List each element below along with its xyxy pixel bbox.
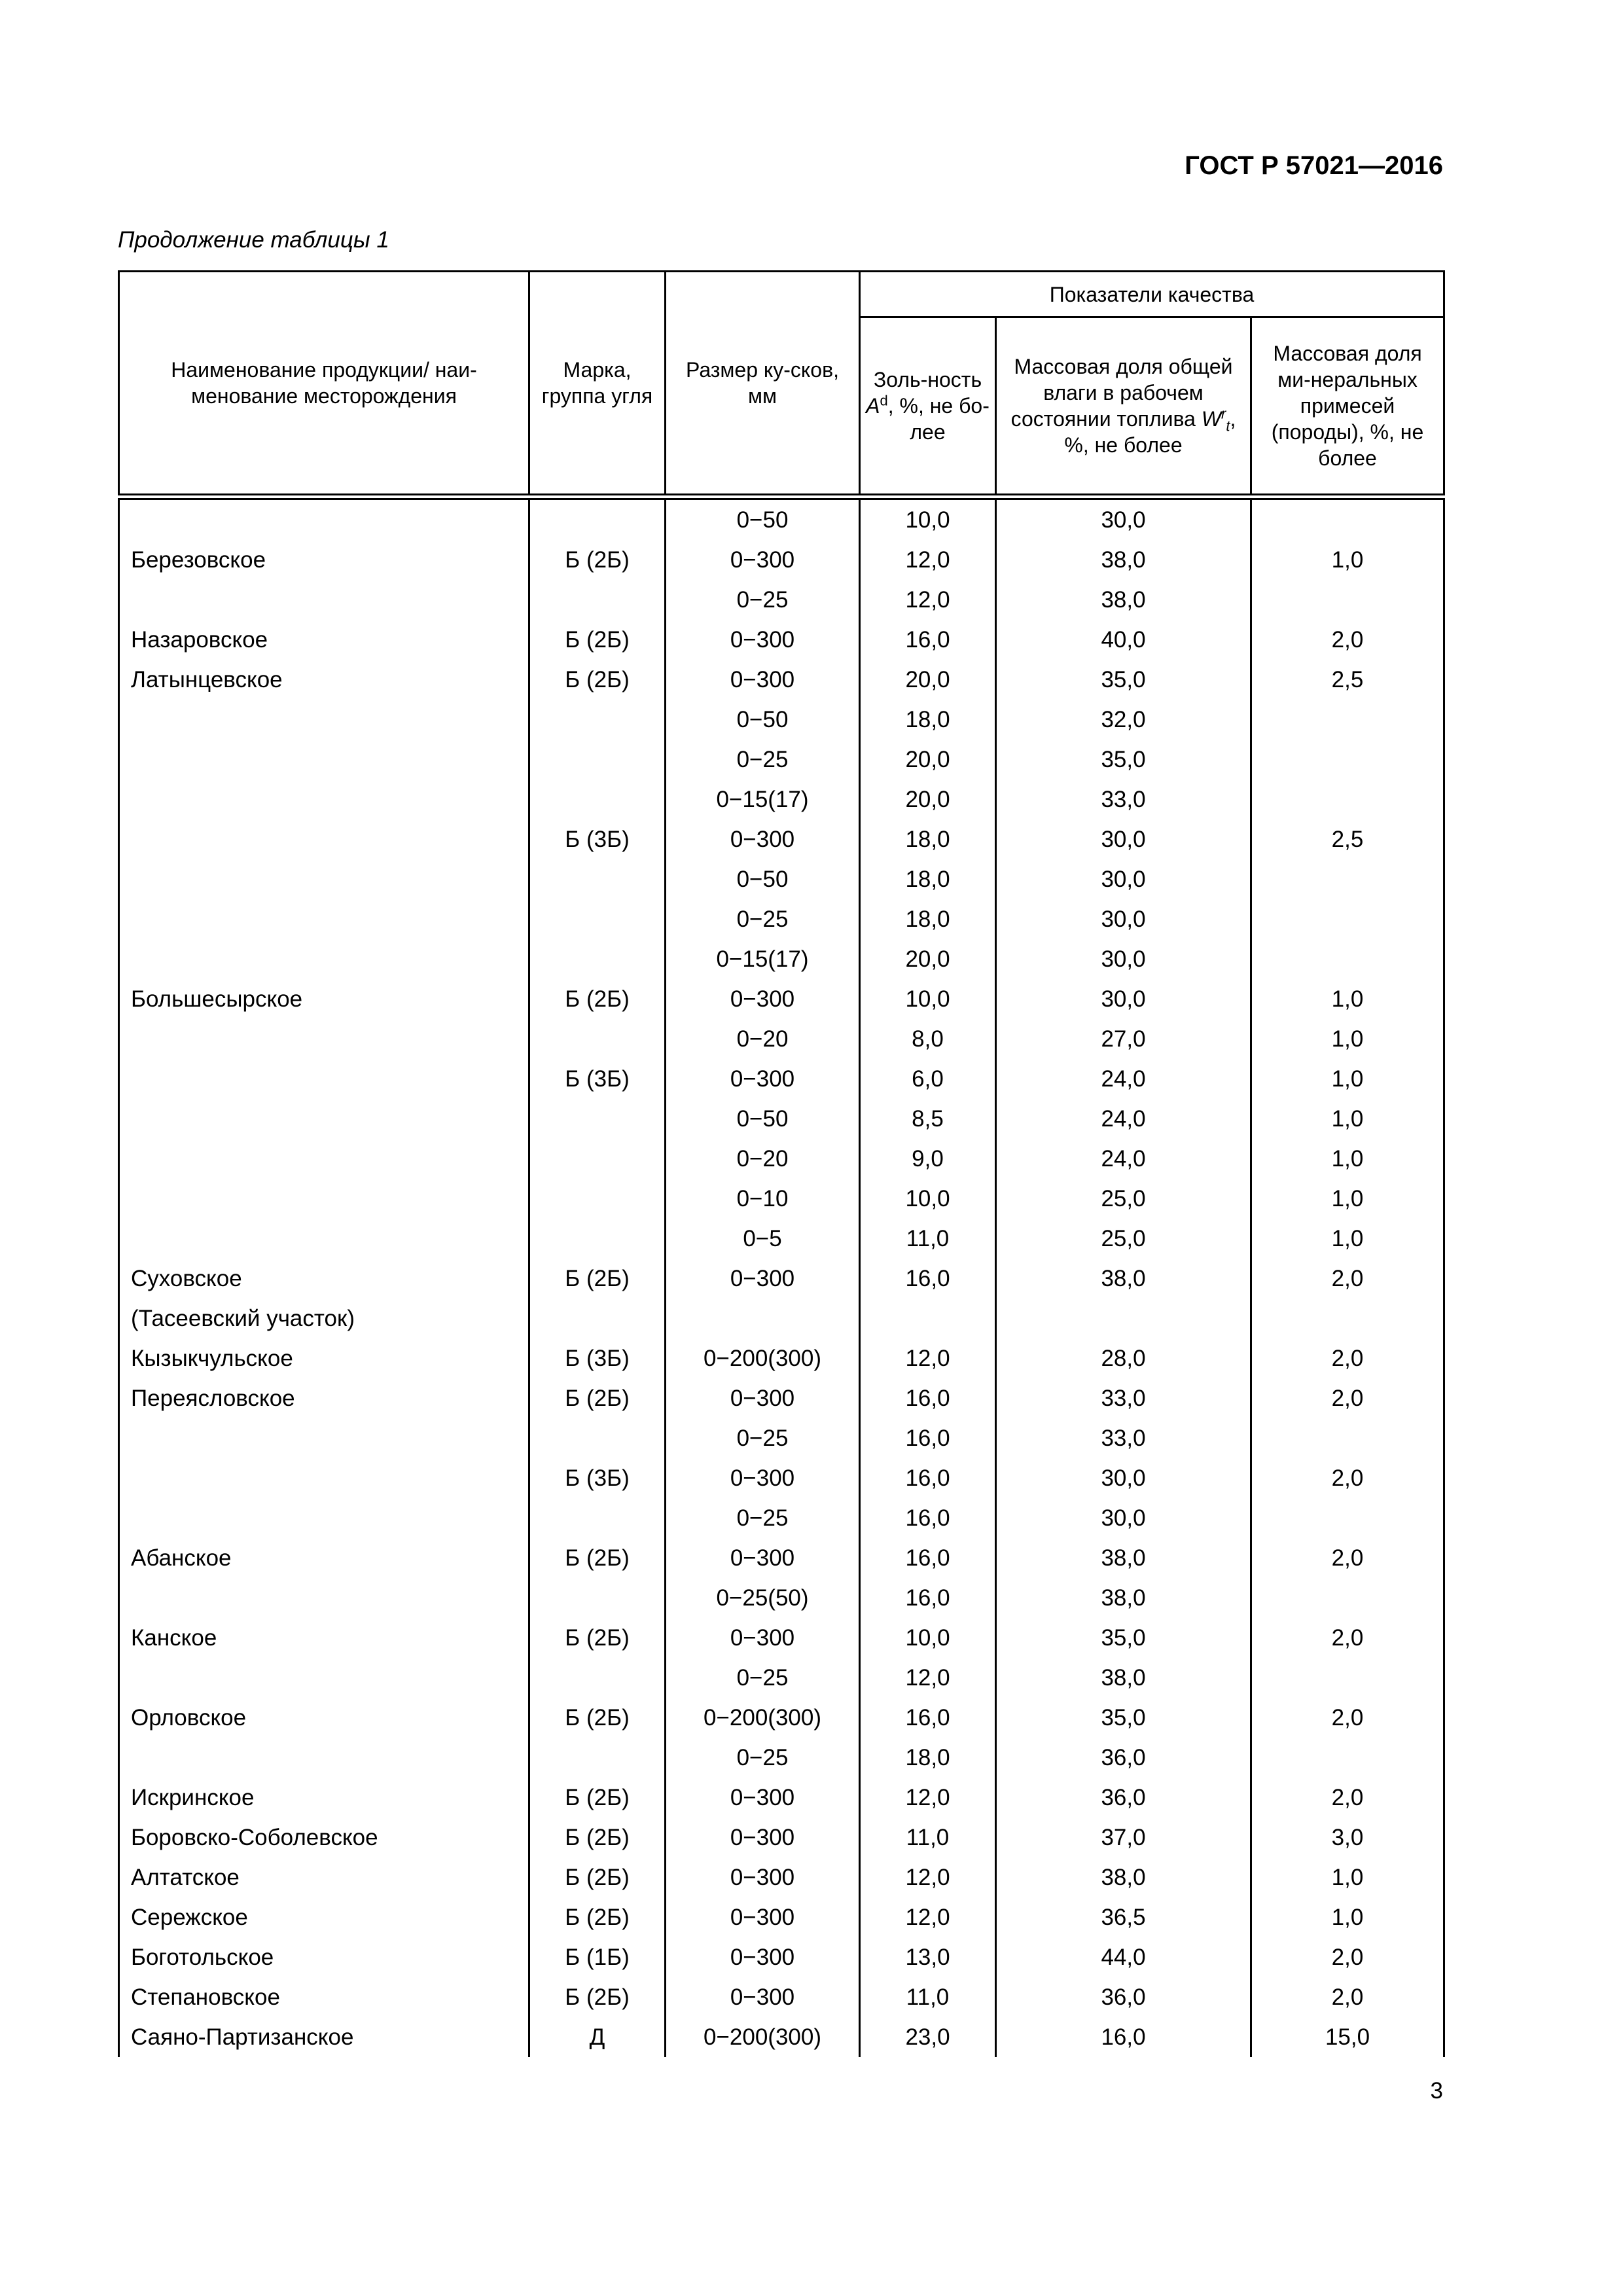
cell-moisture: 44,0	[996, 1937, 1251, 1977]
table-row	[119, 700, 1444, 740]
cell-grade: Б (1Б)	[529, 1937, 666, 1977]
cell-impurity: 1,0	[1251, 1897, 1444, 1937]
cell-moisture: 24,0	[996, 1139, 1251, 1179]
cell-ash: 16,0	[860, 620, 996, 660]
header-quality-group: Показатели качества	[860, 272, 1444, 317]
table-row	[119, 497, 1444, 540]
cell-ash: 6,0	[860, 1059, 996, 1099]
table-row	[119, 1179, 1444, 1219]
cell-grade	[529, 939, 666, 979]
table-row	[119, 1937, 1444, 1977]
header-ash-sup: d	[880, 392, 888, 409]
cell-ash: 16,0	[860, 1538, 996, 1578]
cell-impurity	[1251, 1498, 1444, 1538]
cell-size: 0−300	[666, 1259, 860, 1299]
cell-ash: 16,0	[860, 1578, 996, 1618]
cell-moisture: 24,0	[996, 1059, 1251, 1099]
cell-impurity	[1251, 780, 1444, 819]
table-row	[119, 1259, 1444, 1299]
cell-grade	[529, 580, 666, 620]
cell-grade	[529, 1099, 666, 1139]
cell-impurity: 1,0	[1251, 1019, 1444, 1059]
cell-moisture: 25,0	[996, 1219, 1251, 1259]
table-caption: Продолжение таблицы 1	[118, 227, 389, 253]
cell-ash: 10,0	[860, 1618, 996, 1658]
cell-moisture: 33,0	[996, 1378, 1251, 1418]
cell-impurity: 1,0	[1251, 1219, 1444, 1259]
table-row	[119, 1418, 1444, 1458]
cell-moisture: 38,0	[996, 540, 1251, 580]
cell-size: 0−300	[666, 1977, 860, 2017]
cell-grade	[529, 1658, 666, 1698]
cell-moisture: 36,0	[996, 1778, 1251, 1818]
cell-moisture: 30,0	[996, 979, 1251, 1019]
cell-size: 0−300	[666, 1937, 860, 1977]
table-row	[119, 740, 1444, 780]
table-row	[119, 660, 1444, 700]
cell-size: 0−25	[666, 740, 860, 780]
cell-impurity: 2,0	[1251, 1378, 1444, 1418]
cell-impurity: 2,0	[1251, 1778, 1444, 1818]
cell-ash: 10,0	[860, 497, 996, 540]
cell-name	[119, 1418, 529, 1458]
header-ash	[860, 317, 996, 497]
cell-size: 0−300	[666, 540, 860, 580]
cell-impurity	[1251, 939, 1444, 979]
cell-name: Кызыкчульское	[119, 1338, 529, 1378]
cell-moisture: 33,0	[996, 1418, 1251, 1458]
cell-moisture: 24,0	[996, 1099, 1251, 1139]
table-row	[119, 979, 1444, 1019]
cell-name: (Тасеевский участок)	[119, 1299, 529, 1338]
cell-size: 0−300	[666, 1378, 860, 1418]
cell-impurity	[1251, 740, 1444, 780]
cell-moisture: 36,0	[996, 1738, 1251, 1778]
cell-name	[119, 1458, 529, 1498]
cell-impurity: 2,0	[1251, 1338, 1444, 1378]
cell-name	[119, 497, 529, 540]
cell-grade	[529, 1498, 666, 1538]
table-row	[119, 1019, 1444, 1059]
cell-size: 0−300	[666, 979, 860, 1019]
cell-grade: Б (2Б)	[529, 620, 666, 660]
cell-name: Переясловское	[119, 1378, 529, 1418]
header-impurity: Массовая доля ми-неральных примесей (породы), %, не более	[1251, 317, 1444, 497]
cell-name: Степановское	[119, 1977, 529, 2017]
cell-impurity	[1251, 1658, 1444, 1698]
table-row	[119, 780, 1444, 819]
document-code: ГОСТ Р 57021—2016	[1185, 151, 1443, 180]
cell-size: 0−25	[666, 899, 860, 939]
cell-name: Орловское	[119, 1698, 529, 1738]
cell-name	[119, 859, 529, 899]
cell-moisture: 16,0	[996, 2017, 1251, 2057]
cell-grade	[529, 899, 666, 939]
table-row	[119, 1698, 1444, 1738]
cell-size: 0−25	[666, 580, 860, 620]
cell-ash: 10,0	[860, 1179, 996, 1219]
cell-name	[119, 700, 529, 740]
cell-ash: 16,0	[860, 1458, 996, 1498]
table-row	[119, 1498, 1444, 1538]
cell-ash: 18,0	[860, 859, 996, 899]
cell-moisture: 38,0	[996, 1658, 1251, 1698]
cell-ash: 11,0	[860, 1219, 996, 1259]
cell-name: Саяно-Партизанское	[119, 2017, 529, 2057]
cell-grade	[529, 1418, 666, 1458]
cell-size: 0−15(17)	[666, 939, 860, 979]
cell-size: 0−300	[666, 620, 860, 660]
table-row	[119, 1738, 1444, 1778]
cell-ash: 12,0	[860, 540, 996, 580]
table-row	[119, 1618, 1444, 1658]
table-row	[119, 819, 1444, 859]
cell-ash: 18,0	[860, 899, 996, 939]
cell-moisture: 36,5	[996, 1897, 1251, 1937]
cell-ash: 11,0	[860, 1977, 996, 2017]
cell-grade: Б (2Б)	[529, 1778, 666, 1818]
cell-size: 0−5	[666, 1219, 860, 1259]
header-moisture-sup: r	[1221, 405, 1226, 422]
cell-name	[119, 819, 529, 859]
cell-moisture: 25,0	[996, 1179, 1251, 1219]
table-row	[119, 1897, 1444, 1937]
cell-moisture: 38,0	[996, 580, 1251, 620]
cell-impurity	[1251, 1738, 1444, 1778]
cell-size: 0−50	[666, 497, 860, 540]
cell-name: Искринское	[119, 1778, 529, 1818]
cell-moisture: 27,0	[996, 1019, 1251, 1059]
table-row	[119, 1977, 1444, 2017]
cell-grade: Б (2Б)	[529, 660, 666, 700]
cell-size	[666, 1299, 860, 1338]
cell-name: Большесырское	[119, 979, 529, 1019]
header-moisture-symbol: W	[1201, 407, 1222, 431]
cell-impurity	[1251, 1578, 1444, 1618]
table-row	[119, 1139, 1444, 1179]
page-number: 3	[1430, 2078, 1443, 2104]
cell-grade: Б (2Б)	[529, 979, 666, 1019]
cell-moisture: 30,0	[996, 1458, 1251, 1498]
cell-ash: 20,0	[860, 780, 996, 819]
cell-moisture: 30,0	[996, 859, 1251, 899]
cell-size: 0−300	[666, 1778, 860, 1818]
cell-name	[119, 1578, 529, 1618]
cell-ash: 8,0	[860, 1019, 996, 1059]
cell-grade: Б (3Б)	[529, 819, 666, 859]
cell-impurity: 2,0	[1251, 1458, 1444, 1498]
cell-ash: 11,0	[860, 1818, 996, 1857]
cell-ash: 12,0	[860, 1897, 996, 1937]
cell-name: Боготольское	[119, 1937, 529, 1977]
cell-grade: Д	[529, 2017, 666, 2057]
cell-grade: Б (2Б)	[529, 1818, 666, 1857]
table-row	[119, 1818, 1444, 1857]
cell-name	[119, 939, 529, 979]
cell-grade: Б (2Б)	[529, 1857, 666, 1897]
cell-ash: 8,5	[860, 1099, 996, 1139]
cell-impurity: 2,0	[1251, 1618, 1444, 1658]
cell-impurity: 1,0	[1251, 979, 1444, 1019]
cell-ash: 12,0	[860, 1857, 996, 1897]
cell-size: 0−300	[666, 1897, 860, 1937]
cell-grade	[529, 1578, 666, 1618]
header-moisture-sub: t	[1226, 418, 1230, 435]
table-row	[119, 1378, 1444, 1418]
cell-impurity: 2,0	[1251, 620, 1444, 660]
cell-size: 0−25	[666, 1738, 860, 1778]
cell-impurity	[1251, 580, 1444, 620]
cell-name: Назаровское	[119, 620, 529, 660]
table-row	[119, 1778, 1444, 1818]
cell-moisture: 35,0	[996, 740, 1251, 780]
cell-impurity: 3,0	[1251, 1818, 1444, 1857]
cell-size: 0−25	[666, 1658, 860, 1698]
cell-ash: 9,0	[860, 1139, 996, 1179]
cell-grade	[529, 497, 666, 540]
cell-grade	[529, 1219, 666, 1259]
cell-moisture: 30,0	[996, 939, 1251, 979]
cell-grade	[529, 780, 666, 819]
cell-size: 0−25(50)	[666, 1578, 860, 1618]
header-moisture-rest: , %, не более	[1064, 407, 1236, 457]
cell-impurity	[1251, 899, 1444, 939]
cell-moisture: 35,0	[996, 1618, 1251, 1658]
cell-grade	[529, 859, 666, 899]
table-row	[119, 939, 1444, 979]
cell-impurity	[1251, 497, 1444, 540]
header-size: Размер ку-сков, мм	[666, 272, 860, 497]
table-row	[119, 899, 1444, 939]
cell-name	[119, 780, 529, 819]
cell-ash: 10,0	[860, 979, 996, 1019]
cell-impurity: 2,5	[1251, 660, 1444, 700]
cell-name	[119, 1099, 529, 1139]
cell-size: 0−50	[666, 700, 860, 740]
cell-size: 0−200(300)	[666, 1338, 860, 1378]
cell-impurity	[1251, 700, 1444, 740]
cell-impurity: 1,0	[1251, 1099, 1444, 1139]
cell-moisture: 28,0	[996, 1338, 1251, 1378]
table-row	[119, 1219, 1444, 1259]
cell-name: Канское	[119, 1618, 529, 1658]
cell-size: 0−300	[666, 1458, 860, 1498]
cell-ash: 18,0	[860, 1738, 996, 1778]
cell-impurity: 1,0	[1251, 1059, 1444, 1099]
cell-grade	[529, 1299, 666, 1338]
cell-name: Березовское	[119, 540, 529, 580]
quality-table	[118, 270, 1445, 2057]
cell-ash: 12,0	[860, 1778, 996, 1818]
cell-name: Абанское	[119, 1538, 529, 1578]
table-row	[119, 620, 1444, 660]
cell-size: 0−300	[666, 1059, 860, 1099]
table-row	[119, 2017, 1444, 2057]
cell-grade	[529, 1738, 666, 1778]
cell-ash: 13,0	[860, 1937, 996, 1977]
cell-grade: Б (3Б)	[529, 1458, 666, 1498]
header-ash-label: Золь-ность	[873, 368, 982, 391]
cell-name	[119, 1139, 529, 1179]
cell-ash: 23,0	[860, 2017, 996, 2057]
cell-name: Сережское	[119, 1897, 529, 1937]
cell-name	[119, 1738, 529, 1778]
table-row	[119, 1099, 1444, 1139]
cell-size: 0−300	[666, 1618, 860, 1658]
cell-impurity	[1251, 1418, 1444, 1458]
table-row	[119, 580, 1444, 620]
cell-moisture: 37,0	[996, 1818, 1251, 1857]
cell-grade	[529, 1139, 666, 1179]
cell-grade: Б (2Б)	[529, 1378, 666, 1418]
header-name: Наименование продукции/ наи-менование месторождения	[119, 272, 529, 497]
cell-ash: 20,0	[860, 740, 996, 780]
cell-grade: Б (2Б)	[529, 1698, 666, 1738]
table-row	[119, 859, 1444, 899]
cell-ash: 12,0	[860, 1658, 996, 1698]
cell-size: 0−10	[666, 1179, 860, 1219]
cell-size: 0−300	[666, 1538, 860, 1578]
table-header	[119, 272, 1444, 497]
cell-ash: 20,0	[860, 939, 996, 979]
cell-impurity: 2,0	[1251, 1538, 1444, 1578]
cell-size: 0−20	[666, 1139, 860, 1179]
cell-ash: 16,0	[860, 1378, 996, 1418]
table-row	[119, 1578, 1444, 1618]
cell-grade: Б (2Б)	[529, 1977, 666, 2017]
cell-ash: 16,0	[860, 1698, 996, 1738]
cell-moisture	[996, 1299, 1251, 1338]
cell-impurity: 2,0	[1251, 1698, 1444, 1738]
cell-moisture: 38,0	[996, 1259, 1251, 1299]
cell-moisture: 33,0	[996, 780, 1251, 819]
header-ash-symbol: A	[866, 394, 880, 418]
cell-ash: 16,0	[860, 1498, 996, 1538]
cell-impurity: 15,0	[1251, 2017, 1444, 2057]
cell-moisture: 35,0	[996, 1698, 1251, 1738]
cell-ash: 18,0	[860, 819, 996, 859]
cell-impurity: 1,0	[1251, 1139, 1444, 1179]
cell-moisture: 32,0	[996, 700, 1251, 740]
cell-impurity: 2,0	[1251, 1259, 1444, 1299]
cell-name	[119, 1059, 529, 1099]
cell-moisture: 38,0	[996, 1538, 1251, 1578]
header-ash-rest: , %, не бо-лее	[887, 394, 990, 444]
cell-moisture: 30,0	[996, 899, 1251, 939]
cell-moisture: 35,0	[996, 660, 1251, 700]
cell-name	[119, 899, 529, 939]
cell-moisture: 30,0	[996, 1498, 1251, 1538]
cell-grade: Б (2Б)	[529, 1538, 666, 1578]
cell-impurity: 1,0	[1251, 1179, 1444, 1219]
header-moisture-label: Массовая доля общей влаги в рабочем состоянии топлива	[1010, 355, 1233, 431]
cell-impurity: 2,0	[1251, 1977, 1444, 2017]
table-body	[119, 497, 1444, 2057]
cell-ash: 12,0	[860, 580, 996, 620]
cell-name	[119, 1179, 529, 1219]
cell-grade: Б (3Б)	[529, 1338, 666, 1378]
cell-size: 0−20	[666, 1019, 860, 1059]
cell-impurity: 2,5	[1251, 819, 1444, 859]
cell-ash: 16,0	[860, 1259, 996, 1299]
table-row	[119, 1458, 1444, 1498]
cell-size: 0−25	[666, 1418, 860, 1458]
cell-moisture: 30,0	[996, 819, 1251, 859]
cell-grade: Б (2Б)	[529, 1618, 666, 1658]
table-row	[119, 1059, 1444, 1099]
cell-grade: Б (2Б)	[529, 1897, 666, 1937]
cell-size: 0−15(17)	[666, 780, 860, 819]
cell-name	[119, 1658, 529, 1698]
cell-name	[119, 1219, 529, 1259]
cell-impurity	[1251, 1299, 1444, 1338]
table-row	[119, 1658, 1444, 1698]
cell-moisture: 38,0	[996, 1857, 1251, 1897]
cell-grade	[529, 700, 666, 740]
cell-impurity: 1,0	[1251, 1857, 1444, 1897]
table-row	[119, 1857, 1444, 1897]
cell-grade	[529, 740, 666, 780]
cell-name: Алтатское	[119, 1857, 529, 1897]
cell-ash	[860, 1299, 996, 1338]
cell-name	[119, 1498, 529, 1538]
cell-size: 0−25	[666, 1498, 860, 1538]
cell-ash: 20,0	[860, 660, 996, 700]
cell-size: 0−300	[666, 819, 860, 859]
cell-grade: Б (2Б)	[529, 1259, 666, 1299]
cell-moisture: 40,0	[996, 620, 1251, 660]
cell-ash: 16,0	[860, 1418, 996, 1458]
header-moisture	[996, 317, 1251, 497]
cell-name	[119, 580, 529, 620]
cell-name	[119, 1019, 529, 1059]
cell-grade	[529, 1179, 666, 1219]
cell-ash: 12,0	[860, 1338, 996, 1378]
table-row	[119, 1338, 1444, 1378]
cell-moisture: 38,0	[996, 1578, 1251, 1618]
cell-grade: Б (3Б)	[529, 1059, 666, 1099]
cell-impurity: 2,0	[1251, 1937, 1444, 1977]
cell-grade: Б (2Б)	[529, 540, 666, 580]
cell-name: Суховское	[119, 1259, 529, 1299]
cell-size: 0−300	[666, 660, 860, 700]
cell-name: Боровско-Соболевское	[119, 1818, 529, 1857]
cell-size: 0−300	[666, 1818, 860, 1857]
table-row	[119, 540, 1444, 580]
cell-impurity	[1251, 859, 1444, 899]
cell-moisture: 36,0	[996, 1977, 1251, 2017]
cell-ash: 18,0	[860, 700, 996, 740]
cell-size: 0−50	[666, 1099, 860, 1139]
table-row	[119, 1538, 1444, 1578]
cell-size: 0−50	[666, 859, 860, 899]
cell-size: 0−200(300)	[666, 1698, 860, 1738]
header-grade: Марка, группа угля	[529, 272, 666, 497]
table-row	[119, 1299, 1444, 1338]
cell-moisture: 30,0	[996, 497, 1251, 540]
cell-impurity: 1,0	[1251, 540, 1444, 580]
cell-grade	[529, 1019, 666, 1059]
cell-size: 0−300	[666, 1857, 860, 1897]
cell-name: Латынцевское	[119, 660, 529, 700]
cell-name	[119, 740, 529, 780]
cell-size: 0−200(300)	[666, 2017, 860, 2057]
